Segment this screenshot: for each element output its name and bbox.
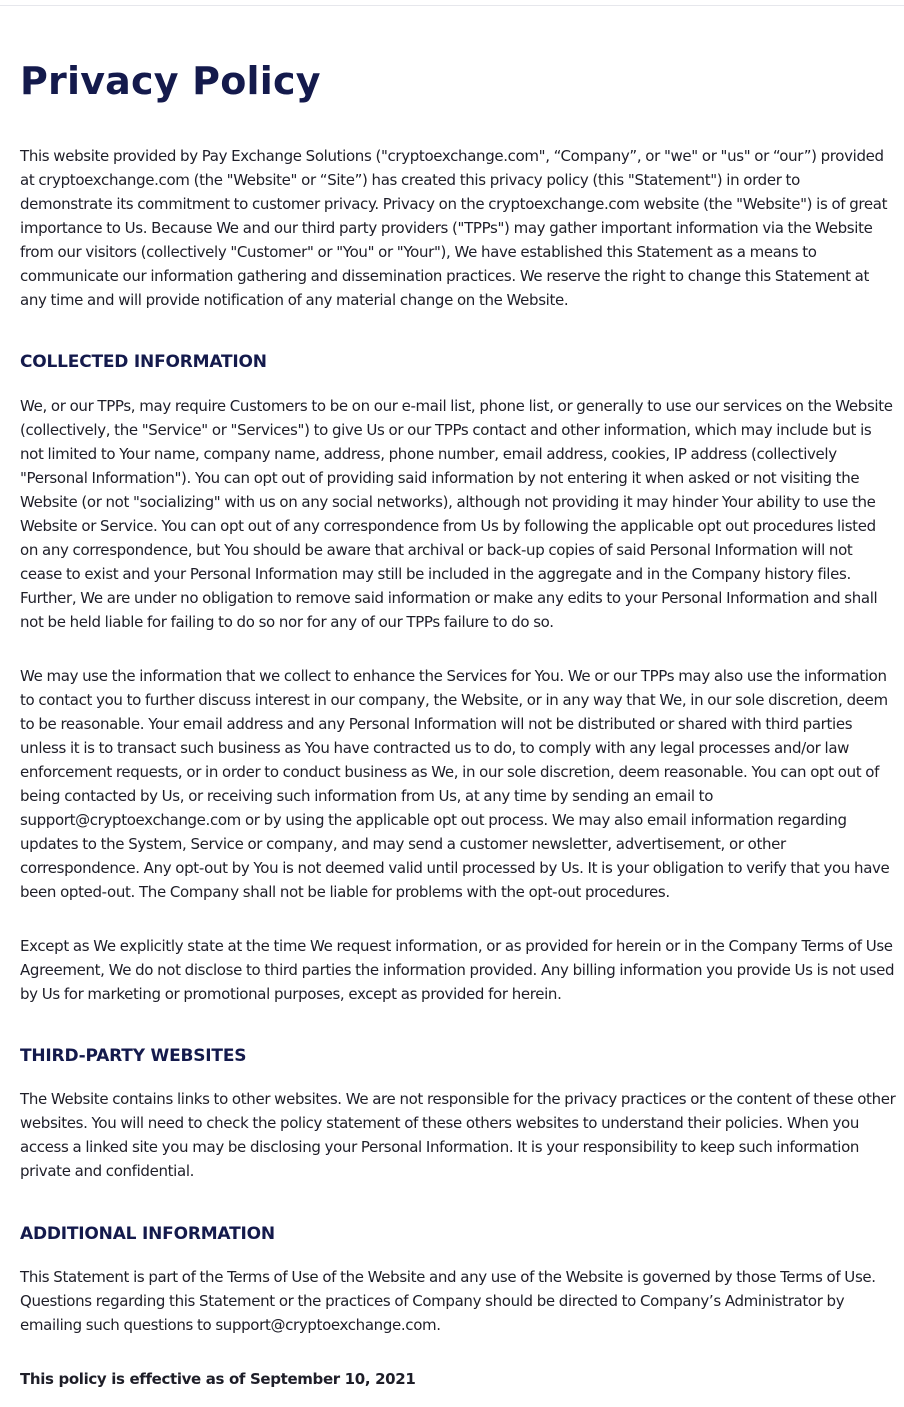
page-title: Privacy Policy bbox=[20, 59, 321, 103]
collected-information-paragraph-2: We may use the information that we collect to enhance the Services for You. We or our TPPs may also use the information to contact you to further discuss interest in our company, the Website, or in any way that We, in our sole discretion, deem to be reasonable. Your email address and any Personal Information will not be distributed or shared with third parties unless it is to transact such business as You have contracted us to do, to comply with any legal processes and/or law enforcement requests, or in order to conduct business as We, in our sole discretion, deem reasonable. You can opt out of being contacted by Us, or receiving such information from Us, at any time by sending an email to support@cryptoexchange.com or by using the applicable opt out process. We may also email information regarding updates to the System, Service or company, and may send a customer newsletter, advertisement, or other correspondence. Any opt-out by You is not deemed valid until processed by Us. It is your obligation to verify that you have been opted-out. The Company shall not be liable for problems with the opt-out procedures. bbox=[20, 667, 890, 901]
additional-information-paragraph: This Statement is part of the Terms of Use of the Website and any use of the Website is governed by those Terms of Use. Questions regarding this Statement or the practices of Company should be directed to Company’s Administrator by emailing such questions to support@cryptoexchange.com. bbox=[20, 1268, 876, 1334]
third-party-websites-paragraph: The Website contains links to other websites. We are not responsible for the privacy practices or the content of these other websites. You will need to check the policy statement of these others websites to understand their policies. When you access a linked site you may be disclosing your Personal Information. It is your responsibility to keep such information private and confidential. bbox=[20, 1090, 896, 1180]
intro-paragraph: This website provided by Pay Exchange Solutions ("cryptoexchange.com", “Company”, or "we" or "us" or “our”) provided at cryptoexchange.com (the "Website" or “Site”) has created this privacy policy (this "Statement") in order to demonstrate its commitment to customer privacy. Privacy on the cryptoexchange.com website (the "Website") is of great importance to Us. Because We and our third party providers ("TPPs") may gather important information via the Website from our visitors (collectively "Customer" or "You" or "Your"), We have established this Statement as a means to communicate our information gathering and dissemination practices. We reserve the right to change this Statement at any time and will provide notification of any material change on the Website. bbox=[20, 147, 888, 309]
collected-information-paragraph-1: We, or our TPPs, may require Customers to be on our e-mail list, phone list, or generally to use our services on the Website (collectively, the "Service" or "Services") to give Us or our TPPs contact and other information, which may include but is not limited to Your name, company name, address, phone number, email address, cookies, IP address (collectively "Personal Information"). You can opt out of providing said information by not entering it when asked or not visiting the Website (or not "socializing" with us on any social networks), although not providing it may hinder Your ability to use the Website or Service. You can opt out of any correspondence from Us by following the applicable opt out procedures listed on any correspondence, but You should be aware that archival or back-up copies of said Personal Information will not cease to exist and your Personal Information may still be included in the aggregate and in the Company history files. Further, We are under no obligation to remove said information or make any edits to your Personal Information and shall not be held liable for failing to do so nor for any of our TPPs failure to do so. bbox=[20, 397, 893, 631]
effective-date: This policy is effective as of September 10, 2021 bbox=[20, 1370, 416, 1388]
collected-information-paragraph-3: Except as We explicitly state at the time We request information, or as provided for herein or in the Company Terms of Use Agreement, We do not disclose to third parties the information provided. Any billing information you provide Us is not used by Us for marketing or promotional purposes, except as provided for herein. bbox=[20, 937, 895, 1003]
section-heading-collected-information: COLLECTED INFORMATION bbox=[20, 352, 267, 372]
section-heading-additional-information: ADDITIONAL INFORMATION bbox=[20, 1224, 275, 1244]
section-heading-third-party-websites: THIRD-PARTY WEBSITES bbox=[20, 1046, 247, 1066]
header-divider bbox=[0, 5, 904, 6]
